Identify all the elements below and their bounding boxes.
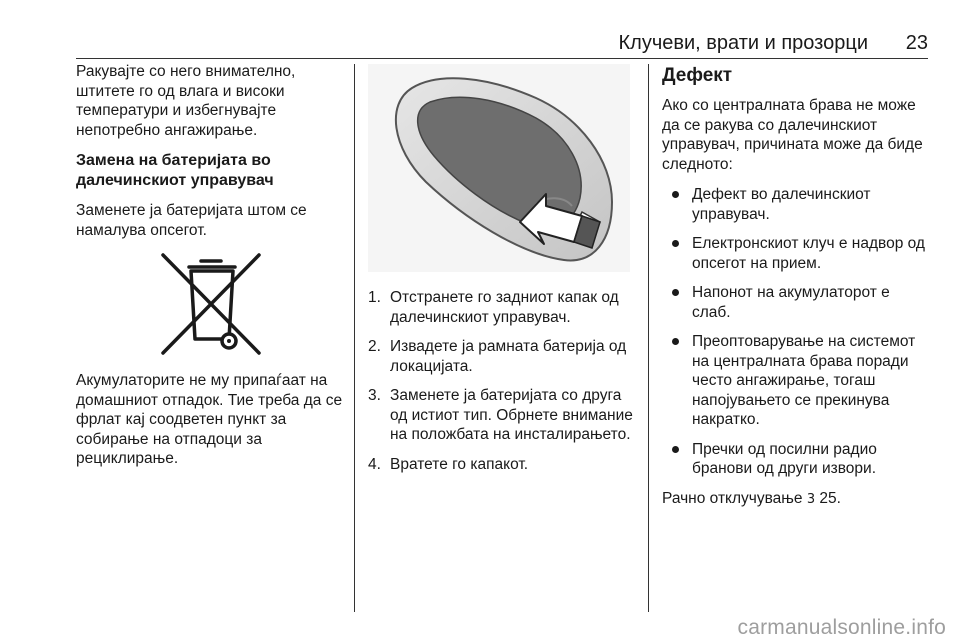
list-item: 3. Заменете ја батеријата со друга од истиот тип. Обрнете внимание на положбата на инсталирањето.	[368, 387, 633, 443]
column-middle	[368, 62, 636, 484]
disposal-paragraph: Акумулаторите не му припаѓаат на домашниот отпадок. Тие треба да се фрлат кај соодветен пункт за собирање на отпадоци за рециклирање.	[76, 372, 343, 467]
battery-replacement-steps	[368, 288, 636, 474]
key-fob-icon	[368, 64, 630, 272]
fault-intro: Ако со централната брава не може да се ракува со далечинскиот управувач, причината може да биде следното:	[662, 97, 923, 173]
handling-paragraph: Ракувајте со него внимателно, штитете го од влага и високи температури и избегнувајте непотребно ангажирање.	[76, 63, 296, 139]
column-divider-1	[354, 64, 355, 612]
page-number: 23	[905, 32, 928, 54]
battery-replacement-paragraph: Заменете ја батеријата штом се намалува опсегот.	[76, 202, 307, 239]
battery-replacement-heading: Замена на батеријата во далечинскиот управувач	[76, 152, 274, 189]
page-header	[76, 30, 928, 56]
fault-heading: Дефект	[662, 65, 733, 86]
column-left	[76, 62, 346, 480]
list-item: Електронскиот клуч е надвор од опсегот на прием.	[662, 234, 930, 273]
key-fob-illustration	[368, 64, 630, 272]
crossed-out-wheelie-bin-icon	[159, 251, 263, 357]
list-item: Дефект во далечинскиот управувач.	[662, 185, 930, 224]
column-right	[662, 62, 930, 520]
cross-reference-page[interactable]: 25.	[819, 489, 841, 507]
list-item: 2. Извадете ја рамната батерија од локацијата.	[368, 338, 627, 375]
list-item: Пречки од посилни радио бранови од други извори.	[662, 440, 930, 479]
column-divider-2	[648, 64, 649, 612]
manual-unlock-reference: Рачно отклучување 3 25.	[662, 489, 841, 507]
cross-reference-icon[interactable]: 3	[806, 491, 816, 507]
watermark: carmanualsonline.info	[737, 616, 946, 639]
list-item: Напонот на акумулаторот е слаб.	[662, 283, 930, 322]
list-item: 1. Отстранете го задниот капак од далечинскиот управувач.	[368, 289, 619, 326]
list-item: Преоптоварување на системот на централната брава поради често ангажирање, тогаш напојувањето се прекинува накратко.	[662, 332, 930, 430]
page-title: Клучеви, врати и прозорци	[618, 32, 868, 54]
fault-causes-list	[662, 185, 930, 479]
list-item: 4. Вратете го капакот.	[368, 455, 529, 473]
header-rule	[76, 58, 928, 59]
